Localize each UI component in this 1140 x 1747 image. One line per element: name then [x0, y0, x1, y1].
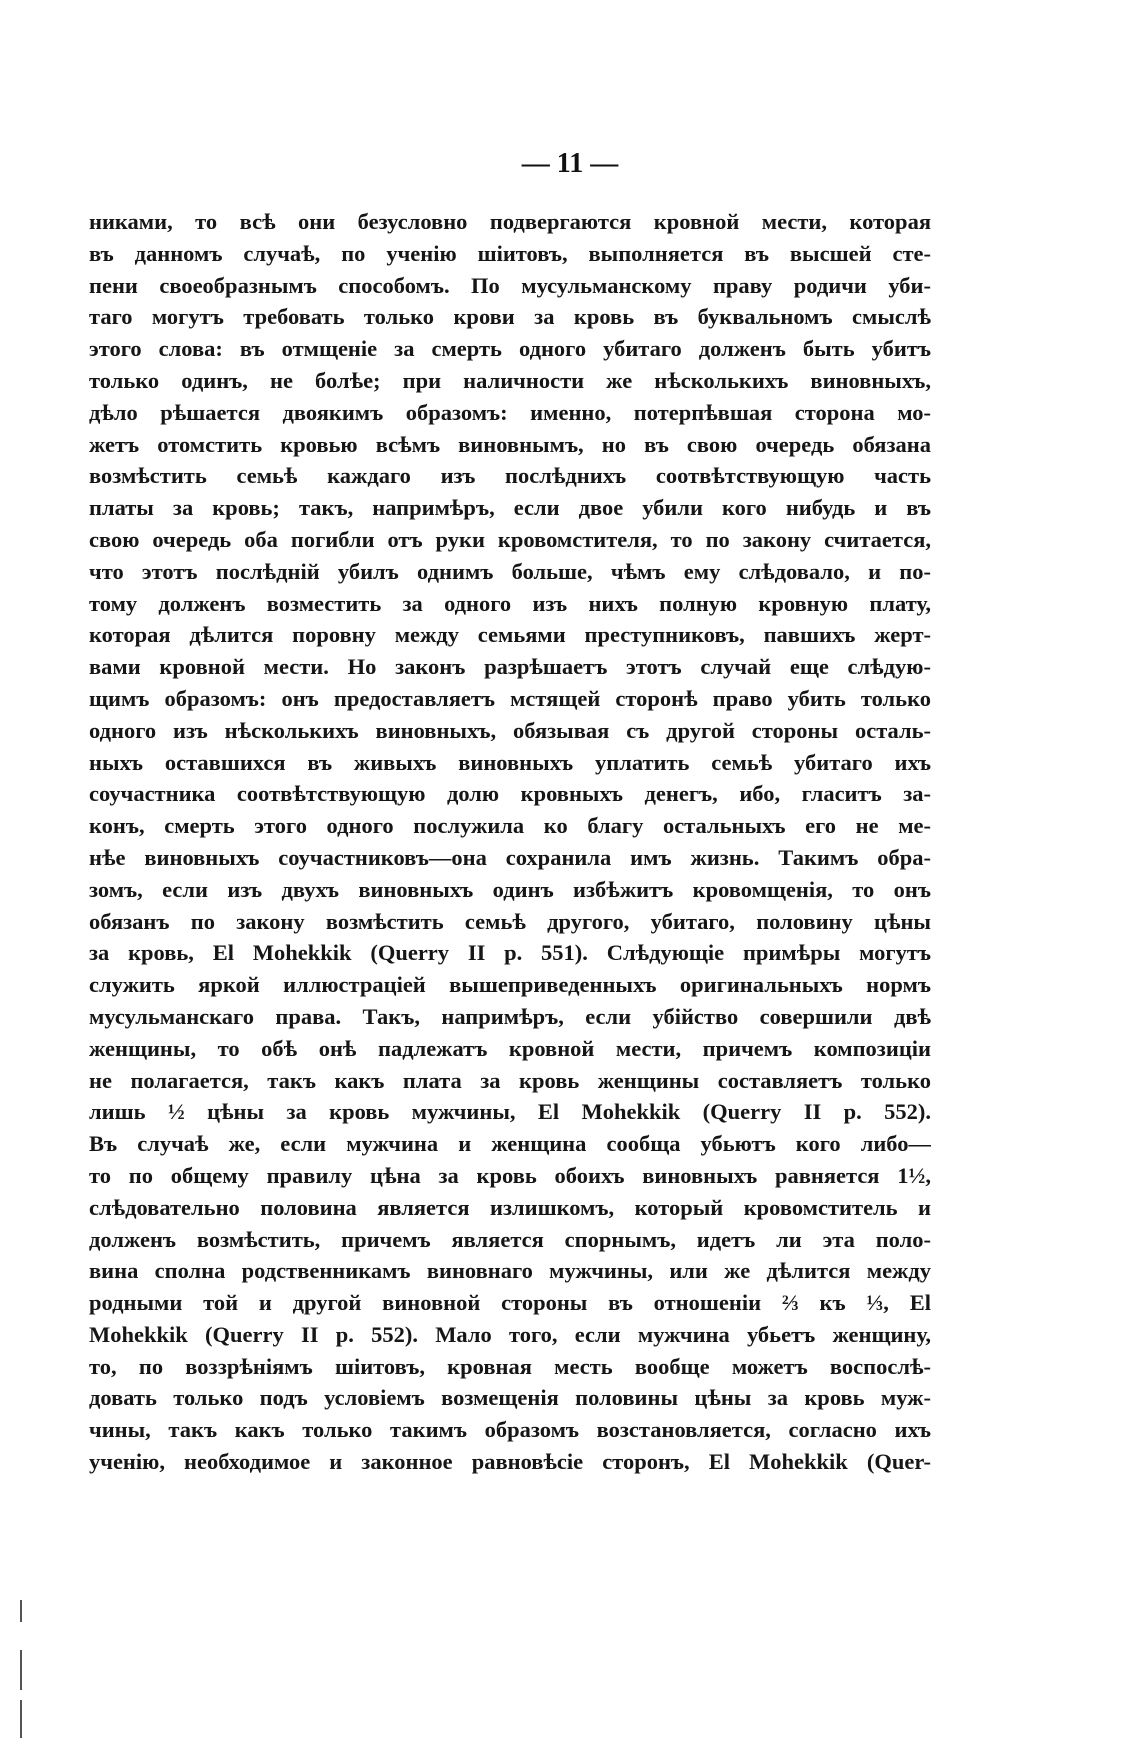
text-line: мусульманскаго права. Такъ, напримѣръ, если убійство совершили двѣ [89, 1003, 931, 1029]
text-line: женщины, то обѣ онѣ падлежатъ кровной мести, причемъ композиціи [89, 1035, 931, 1061]
text-line: въ данномъ случаѣ, по ученію шіитовъ, выполняется въ высшей сте- [89, 240, 931, 266]
text-line: вами кровной мести. Но законъ разрѣшаетъ этотъ случай еще слѣдую- [89, 654, 931, 680]
scan-margin-mark [20, 1700, 22, 1738]
body-text [89, 206, 931, 1478]
text-line: довать только подъ условіемъ возмещенія половины цѣны за кровь муж- [89, 1385, 931, 1411]
text-line: соучастника соотвѣтствующую долю кровныхъ денегъ, ибо, гласитъ за- [89, 781, 931, 807]
text-line: служить яркой иллюстраціей вышеприведенныхъ оригинальныхъ нормъ [89, 972, 931, 998]
text-line: возмѣстить семьѣ каждаго изъ послѣднихъ соотвѣтствующую часть [89, 463, 931, 489]
text-line: родными той и другой виновной стороны въ отношеніи ⅔ къ ⅓, El [89, 1290, 931, 1316]
scan-margin-mark [20, 1600, 22, 1622]
text-line: что этотъ послѣдній убилъ однимъ больше, чѣмъ ему слѣдовало, и по- [89, 558, 931, 584]
text-line: Mohekkik (Querry II p. 552). Мало того, если мужчина убьетъ женщину, [89, 1321, 931, 1347]
text-line: платы за кровь; такъ, напримѣръ, если двое убили кого нибудь и въ [89, 495, 931, 521]
text-line: ныхъ оставшихся въ живыхъ виновныхъ уплатить семьѣ убитаго ихъ [89, 749, 931, 775]
text-line: то, по воззрѣніямъ шіитовъ, кровная месть вообще можетъ воспослѣ- [89, 1353, 931, 1379]
text-line: только одинъ, не болѣе; при наличности же нѣсколькихъ виновныхъ, [89, 367, 931, 393]
text-line: которая дѣлится поровну между семьями преступниковъ, павшихъ жерт- [89, 622, 931, 648]
text-line: щимъ образомъ: онъ предоставляетъ мстящей сторонѣ право убить только [89, 685, 931, 711]
text-line: этого слова: въ отмщеніе за смерть одного убитаго долженъ быть убитъ [89, 336, 931, 362]
text-line: таго могутъ требовать только крови за кровь въ буквальномъ смыслѣ [89, 304, 931, 330]
text-line: вина сполна родственникамъ виновнаго мужчины, или же дѣлится между [89, 1258, 931, 1284]
text-line: за кровь, El Mohekkik (Querry II p. 551). Слѣдующіе примѣры могутъ [89, 940, 931, 966]
text-line: нѣе виновныхъ соучастниковъ—она сохранила имъ жизнь. Такимъ обра- [89, 844, 931, 870]
text-line: лишь ½ цѣны за кровь мужчины, El Mohekkik (Querry II p. 552). [89, 1099, 931, 1125]
text-line: конъ, смерть этого одного послужила ко благу остальныхъ его не ме- [89, 813, 931, 839]
text-line: обязанъ по закону возмѣстить семьѣ другого, убитаго, половину цѣны [89, 908, 931, 934]
page-number: — 11 — [521, 148, 619, 179]
text-line: пени своеобразнымъ способомъ. По мусульманскому праву родичи уби- [89, 272, 931, 298]
text-line: то по общему правилу цѣна за кровь обоихъ виновныхъ равняется 1½, [89, 1162, 931, 1188]
text-line: одного изъ нѣсколькихъ виновныхъ, обязывая съ другой стороны осталь- [89, 717, 931, 743]
scan-margin-mark [20, 1650, 22, 1690]
text-line: не полагается, такъ какъ плата за кровь женщины составляетъ только [89, 1067, 931, 1093]
text-line: дѣло рѣшается двоякимъ образомъ: именно, потерпѣвшая сторона мо- [89, 399, 931, 425]
text-line: слѣдовательно половина является излишкомъ, который кровомститель и [89, 1194, 931, 1220]
text-line: ученію, необходимое и законное равновѣсіе сторонъ, El Mohekkik (Quer- [89, 1449, 931, 1475]
text-line: долженъ возмѣстить, причемъ является спорнымъ, идетъ ли эта поло- [89, 1226, 931, 1252]
text-line: никами, то всѣ они безусловно подвергаются кровной мести, которая [89, 209, 931, 234]
text-line: свою очередь оба погибли отъ руки кровомстителя, то по закону считается, [89, 526, 931, 552]
text-line: чины, такъ какъ только такимъ образомъ возстановляется, согласно ихъ [89, 1417, 931, 1443]
text-line: зомъ, если изъ двухъ виновныхъ одинъ избѣжитъ кровомщенія, то онъ [89, 876, 931, 902]
text-line: жетъ отомстить кровью всѣмъ виновнымъ, но въ свою очередь обязана [89, 431, 931, 457]
text-line: тому долженъ возместить за одного изъ нихъ полную кровную плату, [89, 590, 931, 616]
text-line: Въ случаѣ же, если мужчина и женщина сообща убьютъ кого либо— [89, 1131, 931, 1157]
